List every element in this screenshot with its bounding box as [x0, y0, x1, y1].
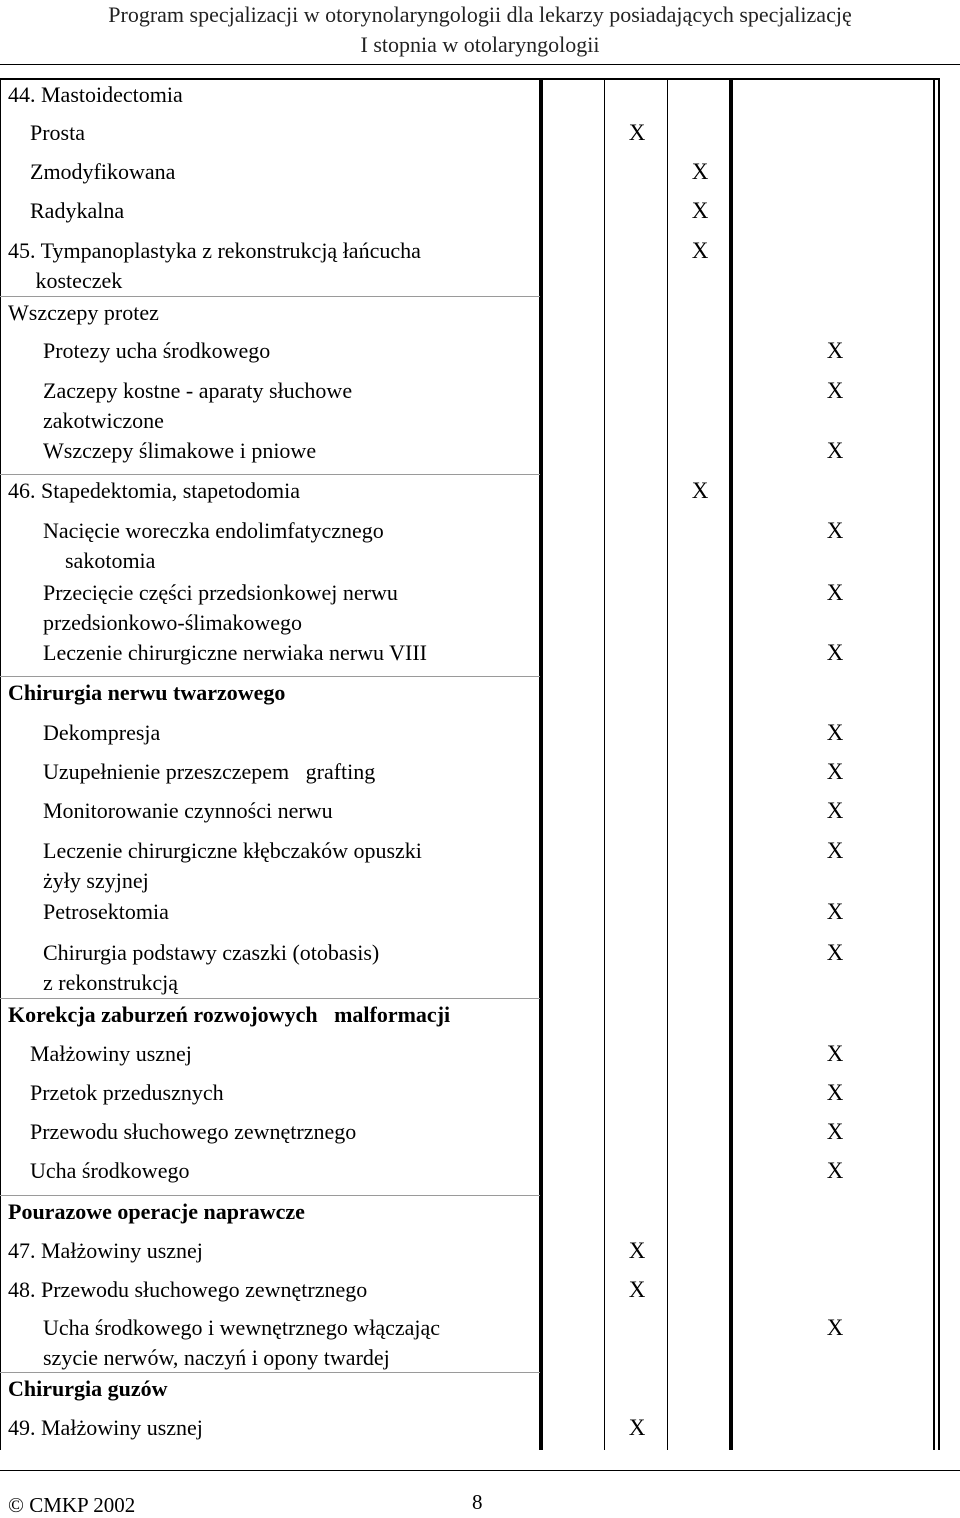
header-rule: [0, 64, 960, 65]
level-mark: X: [691, 198, 709, 223]
column-divider: [0, 78, 1, 1450]
procedure-label: Chirurgia podstawy czaszki (otobasis) z rekonstrukcją: [43, 940, 380, 995]
column-divider: [938, 78, 940, 1450]
copyright-notice: © CMKP 2002: [8, 1493, 136, 1517]
procedure-label: Prosta: [30, 120, 85, 145]
level-mark: X: [826, 940, 844, 965]
procedure-label: Ucha środkowego i wewnętrznego włączając szycie nerwów, naczyń i opony twardej: [43, 1315, 441, 1370]
footer-rule: [0, 1470, 960, 1471]
row-separator: [0, 676, 540, 677]
column-divider: [667, 78, 668, 1450]
procedure-label: Ucha środkowego: [30, 1158, 190, 1183]
procedure-label: Chirurgia nerwu twarzowego: [8, 680, 286, 705]
level-mark: X: [826, 759, 844, 784]
level-mark: X: [826, 1158, 844, 1183]
procedure-label: 49. Małżowiny usznej: [8, 1415, 203, 1440]
procedure-label: Zaczepy kostne - aparaty słuchowe zakotwiczone Wszczepy ślimakowe i pniowe: [43, 378, 353, 463]
header-line-1: Program specjalizacji w otorynolaryngologii dla lekarzy posiadających specjalizację: [108, 2, 852, 27]
level-mark: X: [826, 640, 844, 665]
row-separator: [0, 998, 540, 999]
level-mark: X: [691, 159, 709, 184]
level-mark: X: [826, 798, 844, 823]
procedure-label: Pourazowe operacje naprawcze: [8, 1199, 305, 1224]
level-mark: X: [826, 899, 844, 924]
level-mark: X: [628, 1415, 646, 1440]
procedure-label: Chirurgia guzów: [8, 1376, 168, 1401]
procedure-label: Przewodu słuchowego zewnętrznego: [30, 1119, 357, 1144]
level-mark: X: [826, 438, 844, 463]
procedure-label: Uzupełnienie przeszczepem grafting: [43, 759, 376, 784]
row-separator: [0, 1372, 540, 1373]
procedure-label: 48. Przewodu słuchowego zewnętrznego: [8, 1277, 368, 1302]
level-mark: X: [628, 120, 646, 145]
level-mark: X: [826, 1041, 844, 1066]
procedure-label: Monitorowanie czynności nerwu: [43, 798, 333, 823]
page-number: 8: [472, 1490, 483, 1514]
row-separator: [0, 1195, 540, 1196]
procedure-label: Dekompresja: [43, 720, 161, 745]
procedure-label: Leczenie chirurgiczne kłębczaków opuszki żyły szyjnej: [43, 838, 422, 893]
procedure-label: Leczenie chirurgiczne nerwiaka nerwu VIII: [43, 640, 427, 665]
row-separator: [0, 296, 540, 297]
procedure-label: 44. Mastoidectomia: [8, 82, 183, 107]
level-mark: X: [628, 1277, 646, 1302]
level-mark: X: [826, 720, 844, 745]
procedure-label: Protezy ucha środkowego: [43, 338, 271, 363]
level-mark: X: [691, 238, 709, 263]
column-divider: [933, 78, 935, 1450]
procedure-label: Przecięcie części przedsionkowej nerwu przedsionkowo-ślimakowego: [43, 580, 398, 635]
column-divider: [729, 78, 733, 1450]
procedure-label: 46. Stapedektomia, stapetodomia: [8, 478, 301, 503]
header-line-2: I stopnia w otolaryngologii: [360, 32, 600, 57]
procedure-label: 47. Małżowiny usznej: [8, 1238, 203, 1263]
level-mark: X: [826, 1119, 844, 1144]
procedure-label: Radykalna: [30, 198, 125, 223]
procedure-label: Wszczepy protez: [8, 300, 159, 325]
level-mark: X: [691, 478, 709, 503]
procedure-label: 45. Tympanoplastyka z rekonstrukcją łańcucha kosteczek: [8, 238, 421, 293]
procedure-label: Korekcja zaburzeń rozwojowych malformacji: [8, 1002, 451, 1027]
procedure-label: Nacięcie woreczka endolimfatycznego sakotomia: [43, 518, 384, 573]
procedure-label: Zmodyfikowana: [30, 159, 176, 184]
procedure-label: Małżowiny usznej: [30, 1041, 192, 1066]
level-mark: X: [628, 1238, 646, 1263]
procedure-label: Petrosektomia: [43, 899, 169, 924]
level-mark: X: [826, 1315, 844, 1340]
level-mark: X: [826, 838, 844, 863]
level-mark: X: [826, 338, 844, 363]
row-separator: [0, 474, 540, 475]
level-mark: X: [826, 1080, 844, 1105]
level-mark: X: [826, 518, 844, 543]
level-mark: X: [826, 378, 844, 403]
column-divider: [604, 78, 605, 1450]
level-mark: X: [826, 580, 844, 605]
procedure-label: Przetok przedusznych: [30, 1080, 224, 1105]
